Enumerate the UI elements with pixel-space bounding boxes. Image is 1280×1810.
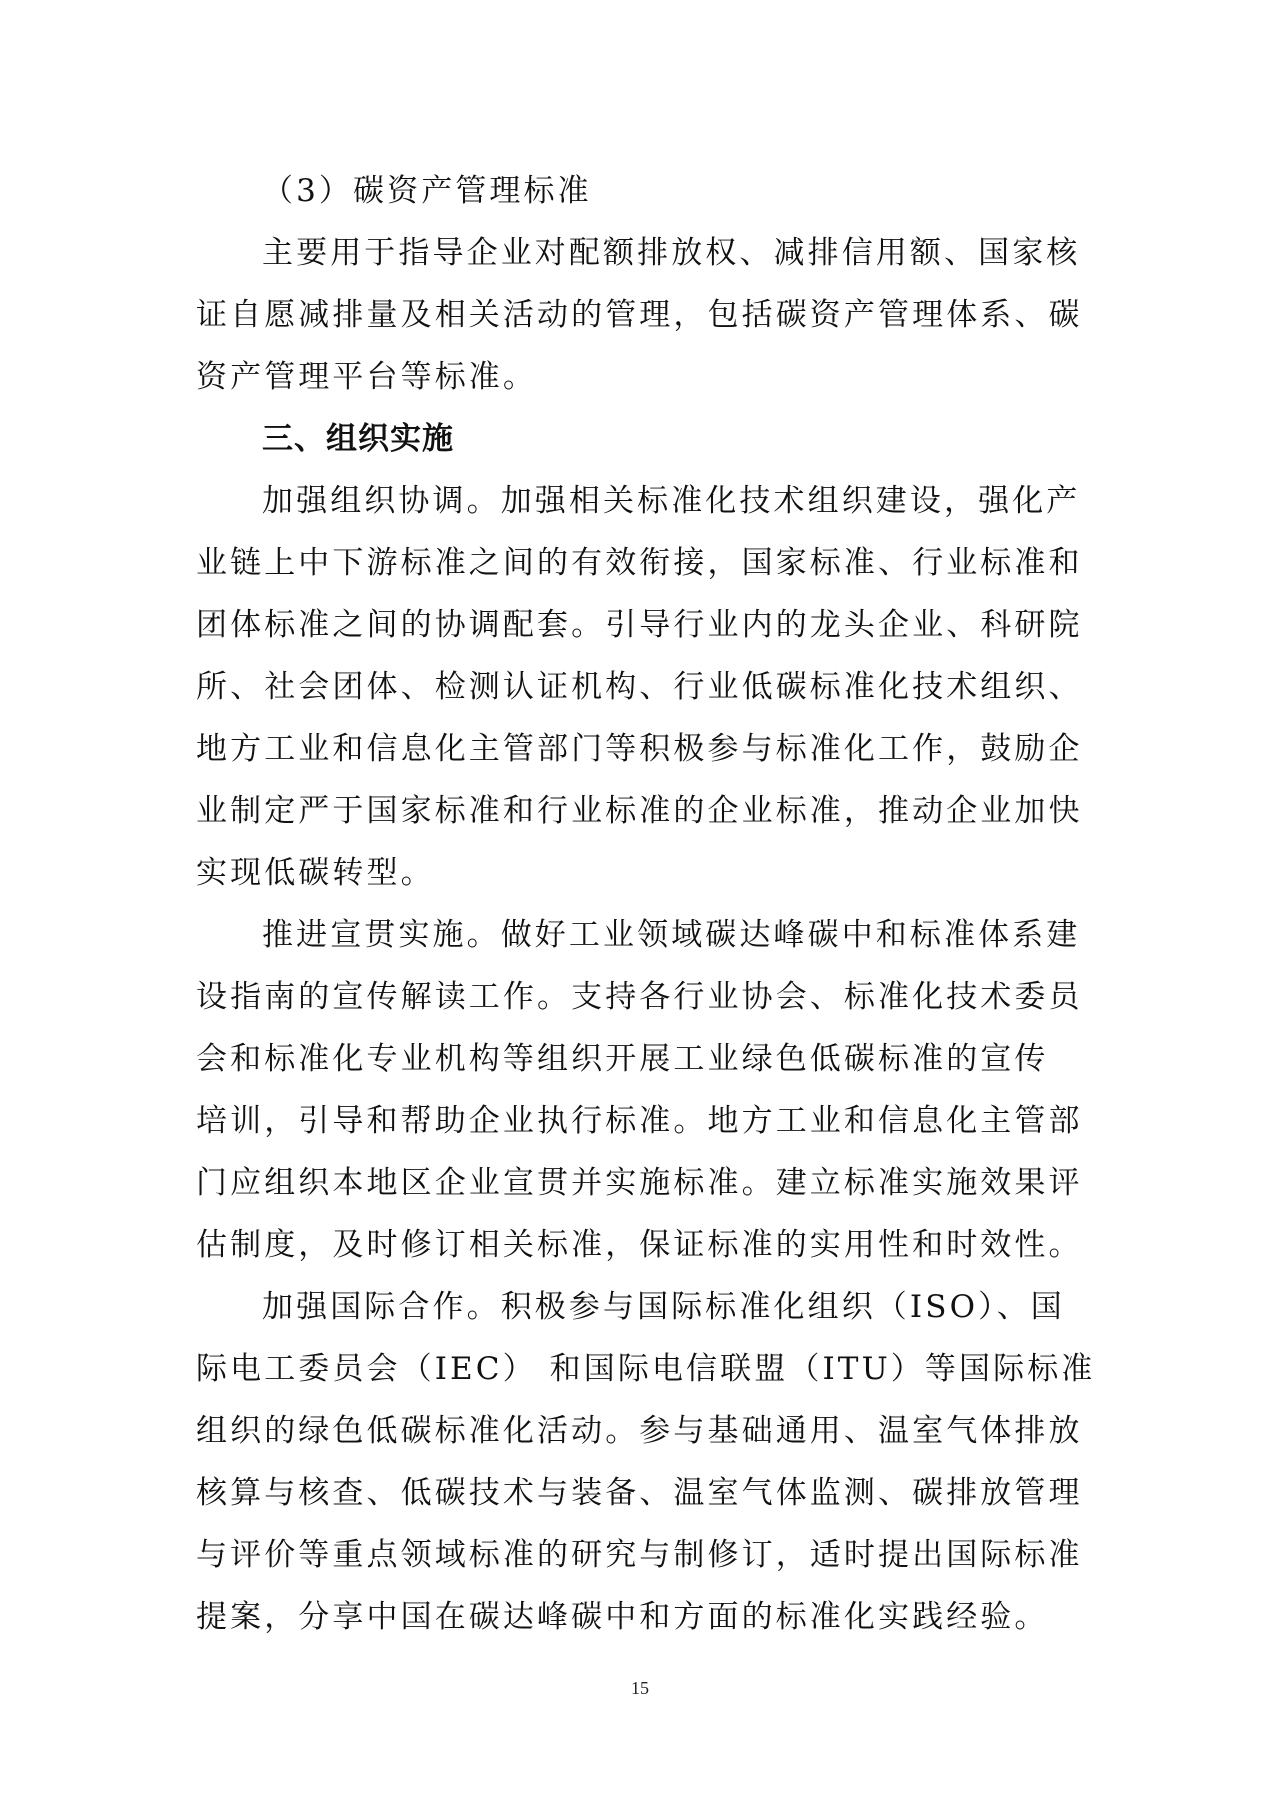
page-number: 15 — [631, 1678, 649, 1698]
paragraph-line: 估制度，及时修订相关标准，保证标准的实用性和时效性。 — [196, 1227, 1083, 1263]
paragraph-line: 资产管理平台等标准。 — [196, 359, 537, 395]
paragraph-line: 团体标准之间的协调配套。引导行业内的龙头企业、科研院 — [196, 607, 1083, 643]
document-body — [196, 160, 1096, 1648]
paragraph-line: 主要用于指导企业对配额排放权、减排信用额、国家核 — [262, 235, 1081, 271]
paragraph-line: 证自愿减排量及相关活动的管理，包括碳资产管理体系、碳 — [196, 297, 1083, 333]
paragraph-line: 加强国际合作。积极参与国际标准化组织（ISO）、国 — [262, 1289, 1065, 1325]
paragraph-line: 所、社会团体、检测认证机构、行业低碳标准化技术组织、 — [196, 669, 1083, 705]
paragraph-line: 与评价等重点领域标准的研究与制修订，适时提出国际标准 — [196, 1537, 1083, 1573]
subsection-heading: （3）碳资产管理标准 — [262, 173, 592, 209]
paragraph-line: 提案，分享中国在碳达峰碳中和方面的标准化实践经验。 — [196, 1599, 1049, 1635]
paragraph-line: 设指南的宣传解读工作。支持各行业协会、标准化技术委员 — [196, 979, 1083, 1015]
paragraph-line: 组织的绿色低碳标准化活动。参与基础通用、温室气体排放 — [196, 1413, 1083, 1449]
paragraph-line: 加强组织协调。加强相关标准化技术组织建设，强化产 — [262, 483, 1081, 519]
paragraph-line: 推进宣贯实施。做好工业领域碳达峰碳中和标准体系建 — [262, 917, 1081, 953]
paragraph-line: 门应组织本地区企业宣贯并实施标准。建立标准实施效果评 — [196, 1165, 1083, 1201]
paragraph-line: 培训，引导和帮助企业执行标准。地方工业和信息化主管部 — [196, 1103, 1083, 1139]
paragraph-line: 实现低碳转型。 — [196, 855, 435, 891]
paragraph-line: 业链上中下游标准之间的有效衔接，国家标准、行业标准和 — [196, 545, 1083, 581]
paragraph-line: 际电工委员会（IEC） 和国际电信联盟（ITU）等国际标准 — [196, 1351, 1096, 1387]
section-heading: 三、组织实施 — [262, 421, 454, 457]
paragraph-line: 业制定严于国家标准和行业标准的企业标准，推动企业加快 — [196, 793, 1083, 829]
paragraph-line: 会和标准化专业机构等组织开展工业绿色低碳标准的宣传 — [196, 1041, 1049, 1077]
paragraph-line: 地方工业和信息化主管部门等积极参与标准化工作，鼓励企 — [196, 731, 1083, 767]
paragraph-line: 核算与核查、低碳技术与装备、温室气体监测、碳排放管理 — [196, 1475, 1083, 1511]
